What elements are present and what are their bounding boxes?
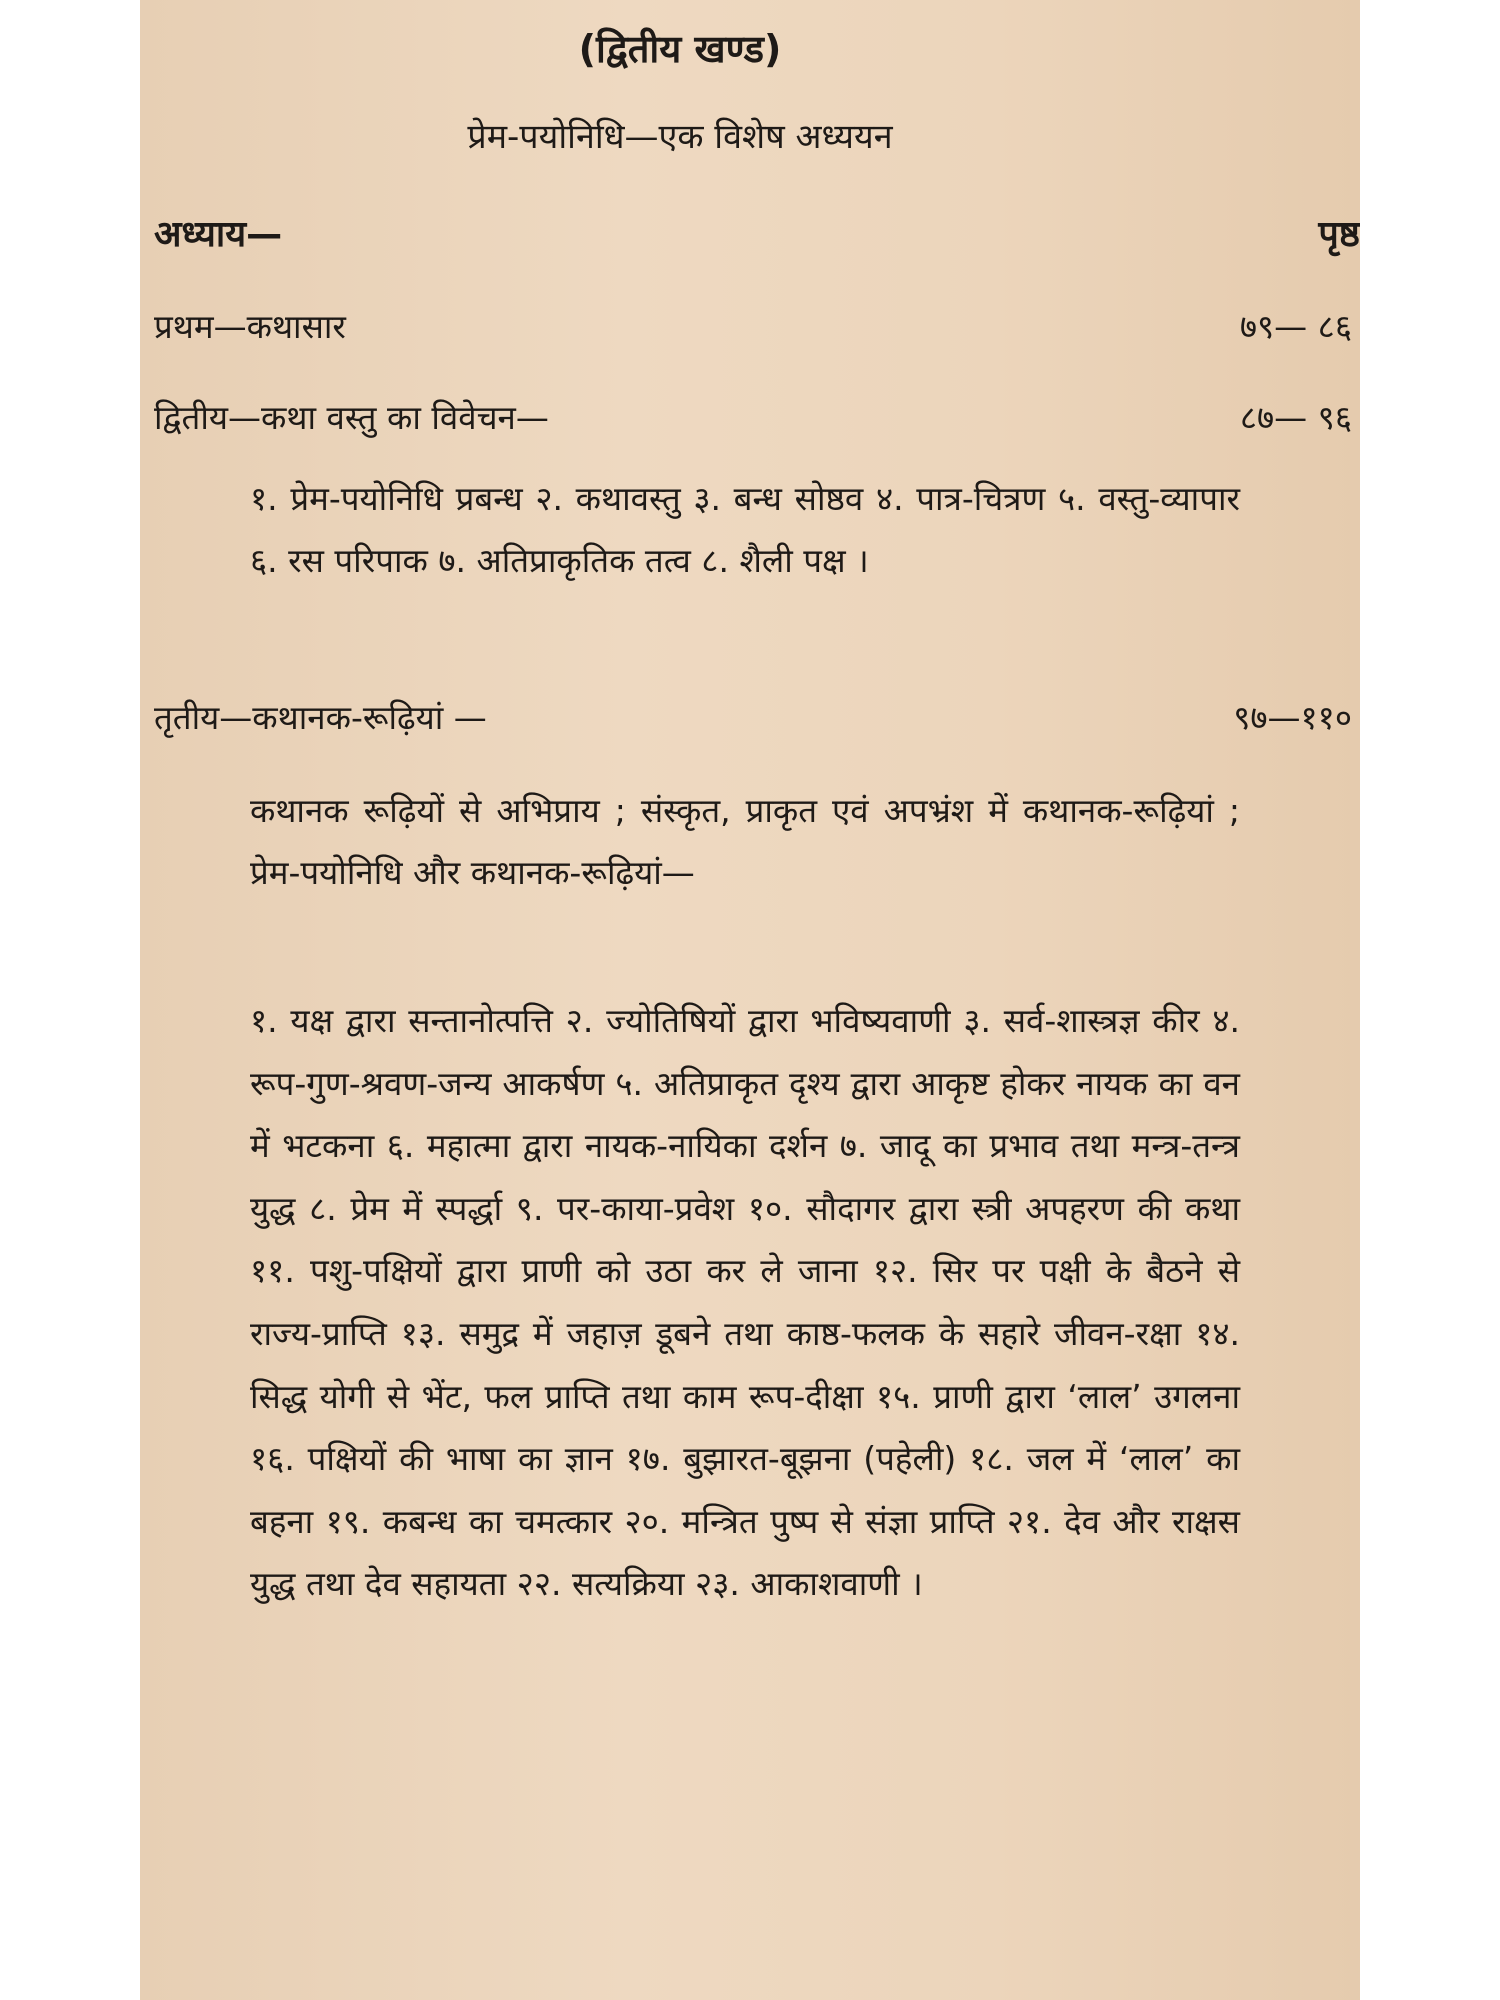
chapter-column-header: अध्याय— <box>154 214 283 255</box>
chapter-3-pages: ९७—११० <box>1233 698 1352 737</box>
section-subtitle: प्रेम-पयोनिधि—एक विशेष अध्ययन <box>467 117 893 157</box>
chapter-1-pages: ७९— ८६ <box>1239 307 1352 346</box>
chapter-2-topics: १. प्रेम-पयोनिधि प्रबन्ध २. कथावस्तु ३. बन्ध सोष्ठव ४. पात्र-चित्रण ५. वस्तु-व्यापार ६. रस परिपाक ७. अतिप्राकृतिक तत्व ८. शैली पक्ष । <box>250 479 1240 580</box>
chapter-3-title: तृतीय—कथानक-रूढ़ियां — <box>154 698 487 737</box>
chapter-3-intro: कथानक रूढ़ियों से अभिप्राय ; संस्कृत, प्राकृत एवं अपभ्रंश में कथानक-रूढ़ियां ; प्रेम-पयोनिधि और कथानक-रूढ़ियां— <box>250 791 1240 892</box>
chapter-3-topics: १. यक्ष द्वारा सन्तानोत्पत्ति २. ज्योतिषियों द्वारा भविष्यवाणी ३. सर्व-शास्त्रज्ञ कीर ४. रूप-गुण-श्रवण-जन्य आकर्षण ५. अतिप्राकृत दृश्य द्वारा आकृष्ट होकर नायक का वन में भटकना ६. महात्मा द्वारा नायक-नायिका दर्शन ७. जादू का प्रभाव तथा मन्त्र-तन्त्र युद्ध ८. प्रेम में स्पर्द्धा ९. पर-काया-प्रवेश १०. सौदागर द्वारा स्त्री अपहरण की कथा ११. पशु-पक्षियों द्वारा प्राणी को उठा कर ले जाना १२. सिर पर पक्षी के बैठने से राज्य-प्राप्ति १३. समुद्र में जहाज़ डूबने तथा काष्ठ-फलक के सहारे जीवन-रक्षा १४. सिद्ध योगी से भेंट, फल प्राप्ति तथा काम रूप-दीक्षा १५. प्राणी द्वारा ‘लाल’ उगलना १६. पक्षियों की भाषा का ज्ञान १७. बुझारत-बूझना (पहेली) १८. जल में ‘लाल’ का बहना १९. कबन्ध का चमत्कार २०. मन्त्रित पुष्प से संज्ञा प्राप्ति २१. देव और राक्षस युद्ध तथा देव सहायता २२. सत्यक्रिया २३. आकाशवाणी । <box>250 1001 1240 1604</box>
chapter-2-pages: ८७— ९६ <box>1239 398 1352 437</box>
chapter-1-title: प्रथम—कथासार <box>154 307 346 346</box>
section-heading: (द्वितीय खण्ड) <box>578 27 782 71</box>
chapter-2-title: द्वितीय—कथा वस्तु का विवेचन— <box>154 398 549 437</box>
page-column-header: पृष्ठ <box>1318 214 1360 255</box>
book-page <box>140 0 1360 2000</box>
